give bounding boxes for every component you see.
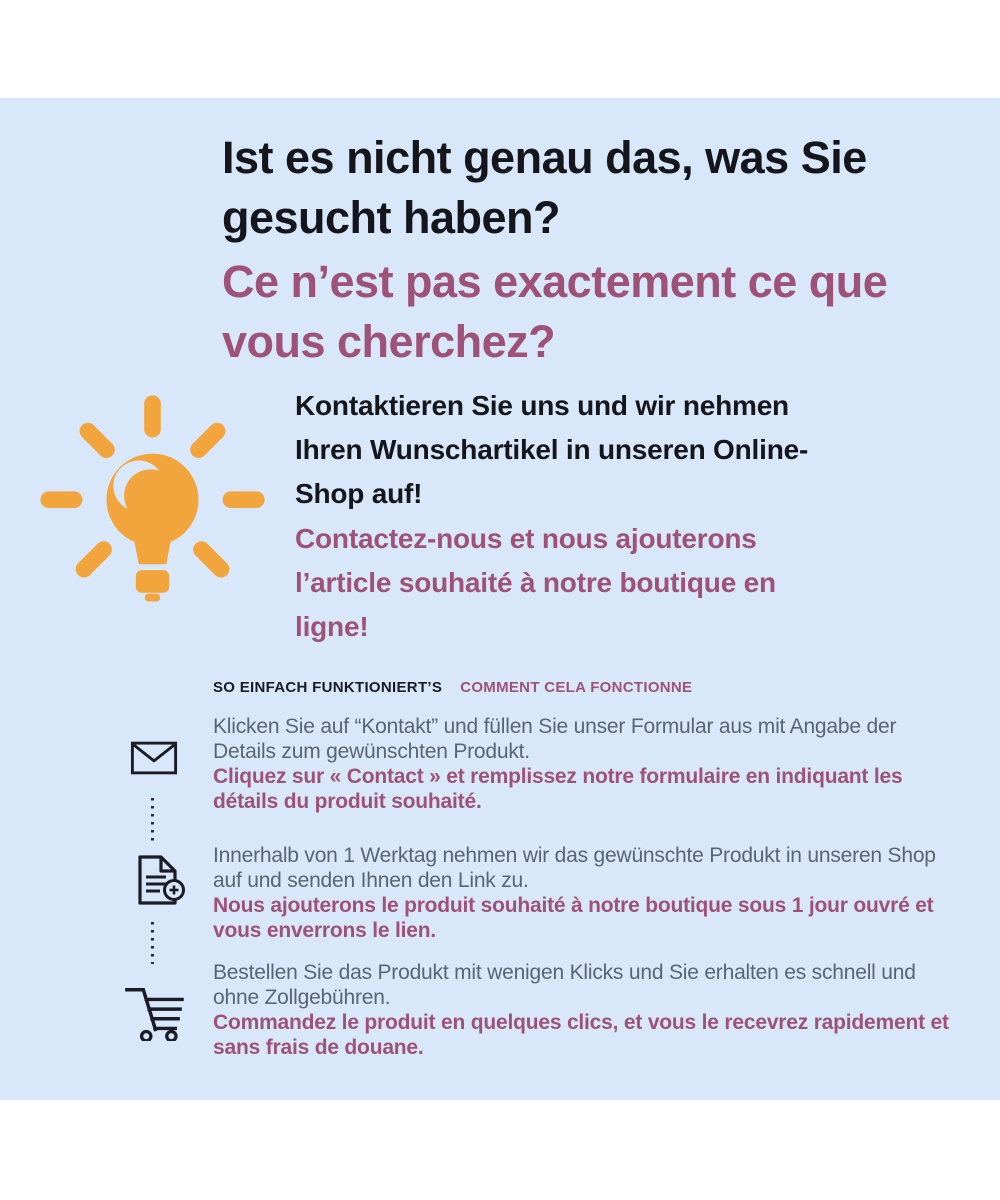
shopping-cart-icon xyxy=(121,983,185,1046)
step-3-text-french: Commandez le produit en quelques clics, et vous le recevrez rapidement et sans frais de douane. xyxy=(213,1011,949,1059)
intro-block xyxy=(295,384,853,649)
intro-german: Kontaktieren Sie uns und wir nehmen Ihren Wunschartikel in unseren Online-Shop auf! xyxy=(295,390,809,510)
document-add-icon xyxy=(129,854,187,913)
dotted-connector xyxy=(151,798,154,842)
step-3-text-german: Bestellen Sie das Produkt mit wenigen Klicks und Sie erhalten es schnell und ohne Zollgebühren. xyxy=(213,961,916,1009)
headline-block xyxy=(222,128,914,371)
blue-panel xyxy=(0,98,1000,1100)
how-it-works-heading xyxy=(213,679,692,697)
step-2-text-german: Innerhalb von 1 Werktag nehmen wir das gewünschte Produkt in unseren Shop auf und senden Ihnen den Link zu. xyxy=(213,844,936,892)
step-1-text-german: Klicken Sie auf “Kontakt” und füllen Sie unser Formular aus mit Angabe der Details zum gewünschten Produkt. xyxy=(213,715,897,763)
step-1-text-french: Cliquez sur « Contact » et remplissez notre formulaire en indiquant les détails du produit souhaité. xyxy=(213,765,903,813)
how-heading-french: COMMENT CELA FONCTIONNE xyxy=(460,679,693,696)
intro-french: Contactez-nous et nous ajouterons l’article souhaité à notre boutique en ligne! xyxy=(295,522,776,643)
headline-french: Ce n’est pas exactement ce que vous cherchez? xyxy=(222,255,888,367)
envelope-icon xyxy=(130,740,178,781)
step-2 xyxy=(213,843,963,943)
step-3 xyxy=(213,960,963,1060)
lightbulb-icon xyxy=(35,390,270,625)
headline-german: Ist es nicht genau das, was Sie gesucht haben? xyxy=(222,132,867,243)
step-1 xyxy=(213,714,963,814)
dotted-connector xyxy=(151,922,154,964)
step-2-text-french: Nous ajouterons le produit souhaité à notre boutique sous 1 jour ouvré et vous enverrons le lien. xyxy=(213,894,934,942)
how-heading-german: SO EINFACH FUNKTIONIERT’S xyxy=(213,679,443,696)
